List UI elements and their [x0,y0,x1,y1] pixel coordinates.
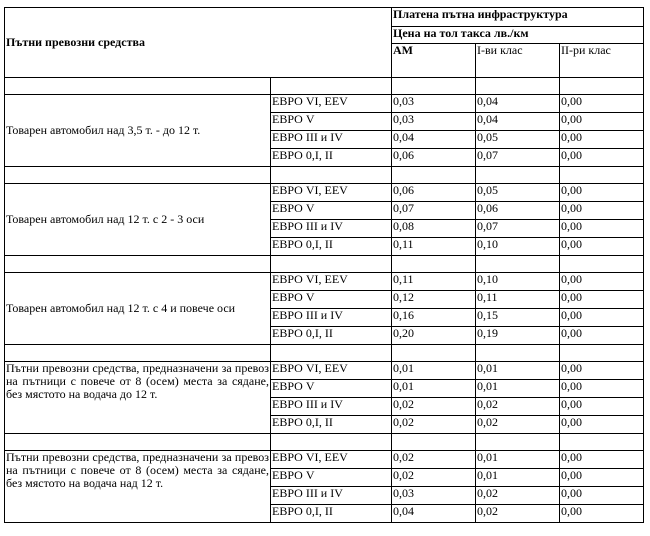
second-class-price-cell: 0,00 [560,202,644,220]
spacer-cell [5,434,271,451]
second-class-price-cell: 0,00 [560,309,644,327]
spacer-cell [392,256,476,273]
am-price-cell: 0,11 [392,273,476,291]
column-header-second-class: II-ри клас [560,44,644,78]
emission-class-cell: ЕВРО III и IV [271,220,392,238]
emission-class-cell: ЕВРО VI, EEV [271,451,392,469]
group-spacer-row [5,78,644,95]
column-header-am: АМ [392,44,476,78]
second-class-price-cell: 0,00 [560,113,644,131]
second-class-price-cell: 0,00 [560,95,644,113]
am-price-cell: 0,08 [392,220,476,238]
table-row [5,273,644,291]
first-class-price-cell: 0,10 [476,273,560,291]
am-price-cell: 0,02 [392,451,476,469]
first-class-price-cell: 0,07 [476,220,560,238]
vehicles-column-header: Пътни превозни средства [5,8,392,78]
second-class-price-cell: 0,00 [560,291,644,309]
second-class-price-cell: 0,00 [560,238,644,256]
emission-class-cell: ЕВРО V [271,469,392,487]
second-class-price-cell: 0,00 [560,273,644,291]
second-class-price-cell: 0,00 [560,380,644,398]
table-row [5,451,644,469]
first-class-price-cell: 0,11 [476,291,560,309]
header-row-infra [5,8,644,27]
emission-class-cell: ЕВРО 0,I, II [271,505,392,523]
spacer-cell [476,345,560,362]
emission-class-cell: ЕВРО V [271,380,392,398]
spacer-cell [560,78,644,95]
first-class-price-cell: 0,04 [476,95,560,113]
spacer-cell [5,345,271,362]
spacer-cell [560,256,644,273]
spacer-cell [392,434,476,451]
second-class-price-cell: 0,00 [560,220,644,238]
spacer-cell [5,167,271,184]
first-class-price-cell: 0,19 [476,327,560,345]
am-price-cell: 0,06 [392,149,476,167]
emission-class-cell: ЕВРО III и IV [271,398,392,416]
spacer-cell [392,345,476,362]
vehicle-category-cell: Товарен автомобил над 12 т. с 2 - 3 оси [5,184,271,256]
first-class-price-cell: 0,06 [476,202,560,220]
emission-class-cell: ЕВРО III и IV [271,487,392,505]
table-row [5,95,644,113]
am-price-cell: 0,07 [392,202,476,220]
group-spacer-row [5,434,644,451]
emission-class-cell: ЕВРО VI, EEV [271,362,392,380]
am-price-cell: 0,20 [392,327,476,345]
group-spacer-row [5,167,644,184]
first-class-price-cell: 0,05 [476,131,560,149]
spacer-cell [271,345,392,362]
table-row [5,184,644,202]
am-price-cell: 0,04 [392,505,476,523]
column-header-first-class: I-ви клас [476,44,560,78]
spacer-cell [476,434,560,451]
am-price-cell: 0,12 [392,291,476,309]
price-header: Цена на тол такса лв./км [392,27,644,44]
emission-class-cell: ЕВРО III и IV [271,131,392,149]
first-class-price-cell: 0,15 [476,309,560,327]
emission-class-cell: ЕВРО V [271,113,392,131]
table-row [5,362,644,380]
spacer-cell [476,256,560,273]
first-class-price-cell: 0,02 [476,416,560,434]
infrastructure-header: Платена пътна инфраструктура [392,8,644,27]
first-class-price-cell: 0,01 [476,469,560,487]
toll-table-body [5,8,644,523]
second-class-price-cell: 0,00 [560,327,644,345]
first-class-price-cell: 0,10 [476,238,560,256]
first-class-price-cell: 0,05 [476,184,560,202]
spacer-cell [560,167,644,184]
emission-class-cell: ЕВРО 0,I, II [271,327,392,345]
first-class-price-cell: 0,01 [476,380,560,398]
spacer-cell [476,167,560,184]
second-class-price-cell: 0,00 [560,469,644,487]
emission-class-cell: ЕВРО 0,I, II [271,149,392,167]
first-class-price-cell: 0,02 [476,505,560,523]
cropped-top-edge [0,0,650,7]
spacer-cell [271,434,392,451]
second-class-price-cell: 0,00 [560,416,644,434]
am-price-cell: 0,04 [392,131,476,149]
second-class-price-cell: 0,00 [560,149,644,167]
emission-class-cell: ЕВРО VI, EEV [271,184,392,202]
emission-class-cell: ЕВРО 0,I, II [271,416,392,434]
emission-class-cell: ЕВРО V [271,202,392,220]
first-class-price-cell: 0,07 [476,149,560,167]
second-class-price-cell: 0,00 [560,131,644,149]
spacer-cell [560,434,644,451]
am-price-cell: 0,02 [392,416,476,434]
emission-class-cell: ЕВРО V [271,291,392,309]
am-price-cell: 0,06 [392,184,476,202]
am-price-cell: 0,03 [392,487,476,505]
second-class-price-cell: 0,00 [560,184,644,202]
emission-class-cell: ЕВРО VI, EEV [271,95,392,113]
spacer-cell [560,345,644,362]
vehicle-category-cell: Товарен автомобил над 12 т. с 4 и повече оси [5,273,271,345]
second-class-price-cell: 0,00 [560,451,644,469]
am-price-cell: 0,16 [392,309,476,327]
am-price-cell: 0,02 [392,398,476,416]
spacer-cell [271,78,392,95]
emission-class-cell: ЕВРО 0,I, II [271,238,392,256]
vehicle-category-cell: Пътни превозни средства, предназначени за превоз на пътници с повече от 8 (осем) места за сядане, без мястото на водача над 12 т. [5,451,271,523]
am-price-cell: 0,03 [392,95,476,113]
spacer-cell [271,256,392,273]
am-price-cell: 0,11 [392,238,476,256]
spacer-cell [271,167,392,184]
first-class-price-cell: 0,04 [476,113,560,131]
vehicle-category-cell: Пътни превозни средства, предназначени за превоз на пътници с повече от 8 (осем) места за сядане, без мястото на водача до 12 т. [5,362,271,434]
am-price-cell: 0,03 [392,113,476,131]
second-class-price-cell: 0,00 [560,398,644,416]
spacer-cell [476,78,560,95]
spacer-cell [392,167,476,184]
am-price-cell: 0,02 [392,469,476,487]
vehicle-category-cell: Товарен автомобил над 3,5 т. - до 12 т. [5,95,271,167]
group-spacer-row [5,256,644,273]
emission-class-cell: ЕВРО VI, EEV [271,273,392,291]
second-class-price-cell: 0,00 [560,487,644,505]
spacer-cell [5,256,271,273]
group-spacer-row [5,345,644,362]
spacer-cell [392,78,476,95]
spacer-cell [5,78,271,95]
first-class-price-cell: 0,02 [476,398,560,416]
emission-class-cell: ЕВРО III и IV [271,309,392,327]
am-price-cell: 0,01 [392,362,476,380]
first-class-price-cell: 0,01 [476,451,560,469]
first-class-price-cell: 0,02 [476,487,560,505]
second-class-price-cell: 0,00 [560,505,644,523]
am-price-cell: 0,01 [392,380,476,398]
toll-rates-table [4,7,644,523]
second-class-price-cell: 0,00 [560,362,644,380]
first-class-price-cell: 0,01 [476,362,560,380]
